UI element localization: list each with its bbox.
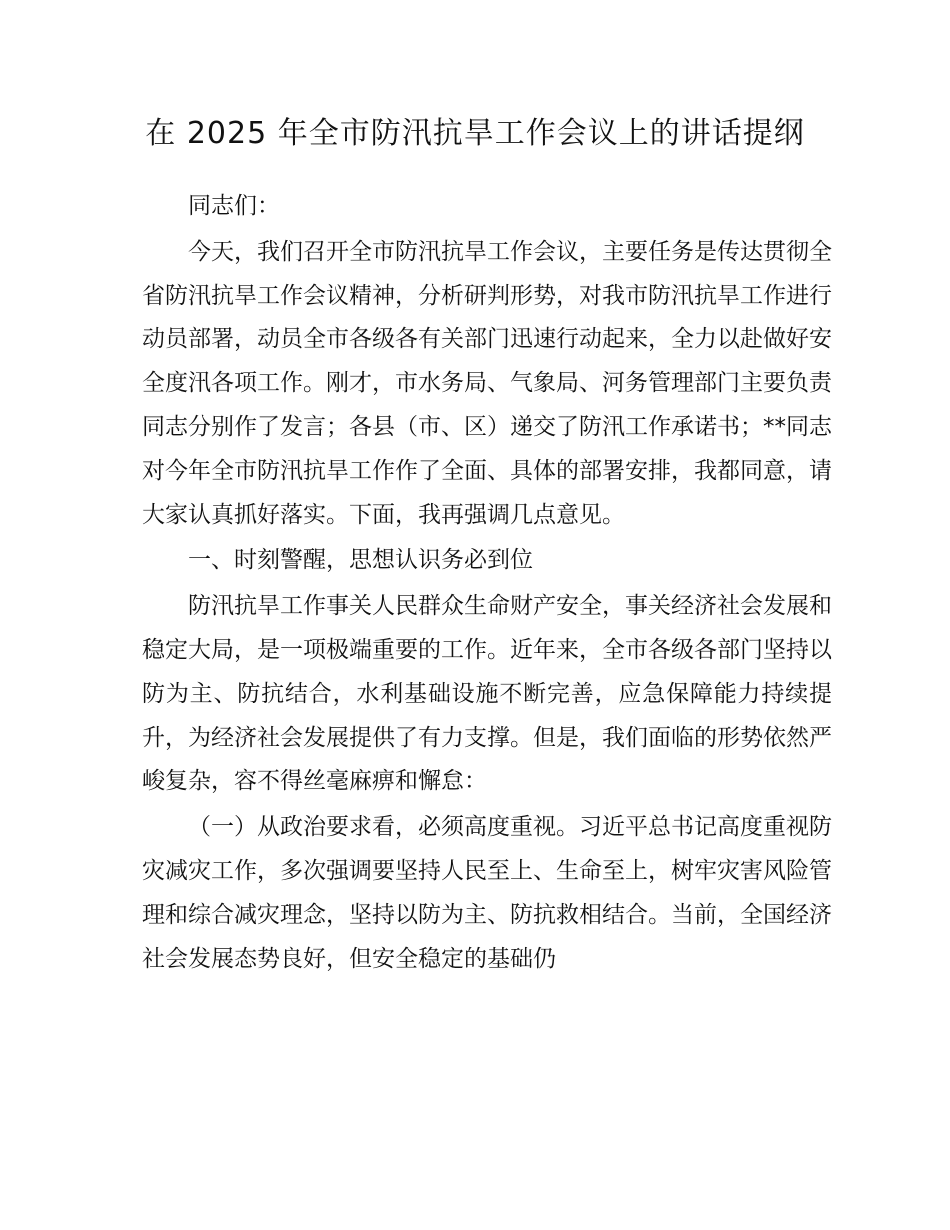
document-body xyxy=(142,185,832,983)
greeting: 同志们： xyxy=(188,193,280,219)
paragraph-political-requirement: （一）从政治要求看，必须高度重视。习近平总书记高度重视防灾减灾工作，多次强调要坚持人民至上、生命至上，树牢灾害风险管理和综合减灾理念，坚持以防为主、防抗救相结合。当前，全国经济社会发展态势良好，但安全稳定的基础仍 xyxy=(142,814,832,972)
paragraph-opening: 今天，我们召开全市防汛抗旱工作会议，主要任务是传达贯彻全省防汛抗旱工作会议精神，分析研判形势，对我市防汛抗旱工作进行动员部署，动员全市各级各有关部门迅速行动起来，全力以赴做好安全度汛各项工作。刚才，市水务局、气象局、河务管理部门主要负责同志分别作了发言；各县（市、区）递交了防汛工作承诺书；**同志对今年全市防汛抗旱工作作了全面、具体的部署安排，我都同意，请大家认真抓好落实。下面，我再强调几点意见。 xyxy=(142,238,832,528)
section-heading: 一、时刻警醒，思想认识务必到位 xyxy=(188,547,533,574)
paragraph-situation: 防汛抗旱工作事关人民群众生命财产安全，事关经济社会发展和稳定大局，是一项极端重要的工作。近年来，全市各级各部门坚持以防为主、防抗结合，水利基础设施不断完善，应急保障能力持续提升，为经济社会发展提供了有力支撑。但是，我们面临的形势依然严峻复杂，容不得丝毫麻痹和懈怠： xyxy=(142,593,832,795)
document-title: 在 2025 年全市防汛抗旱工作会议上的讲话提纲 xyxy=(145,116,805,151)
